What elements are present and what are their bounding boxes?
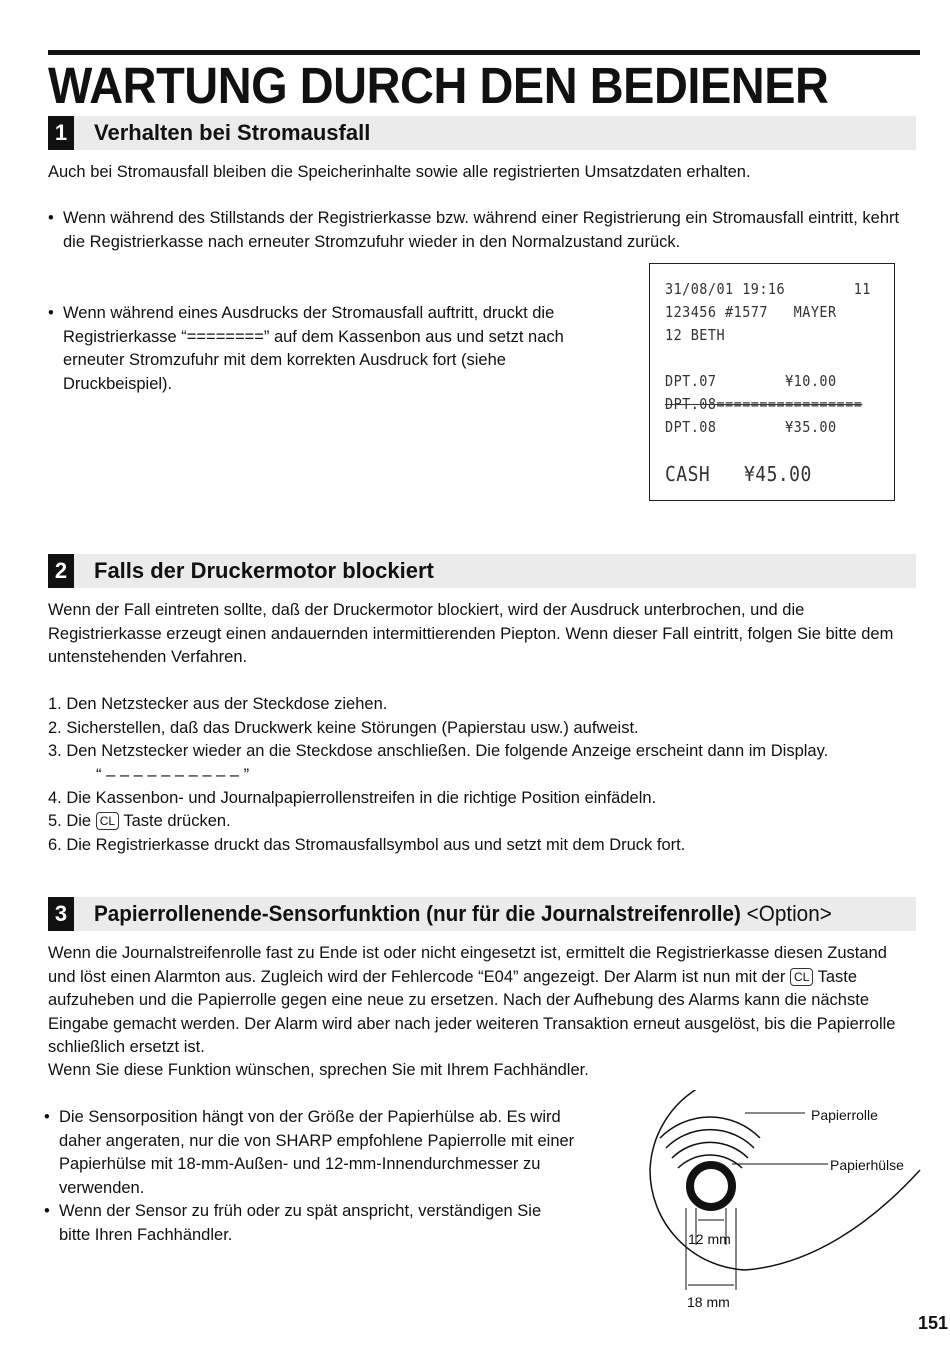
section-3-paragraph-1-start: Wenn die Journalstreifenrolle fast zu Ende ist oder nicht eingesetzt ist, ermittelt die Registrierkasse diesen Zustand und löst einen Alarmton aus. Zugleich wird der Fehlercode “E04” angezeigt. Der Alarm ist nun mit der — [48, 944, 887, 986]
section-1-number: 1 — [48, 116, 74, 150]
section-1-bullet-1-text: Wenn während des Stillstands der Registrierkasse bzw. während einer Registrierung ein Stromausfall eintritt, kehrt die Registrierkasse nach erneuter Stromzufuhr wieder in den Normalzustand zurück. — [63, 209, 900, 251]
receipt-line: 12 BETH — [665, 326, 726, 344]
section-1-bullet-1 — [48, 207, 925, 254]
cl-key-icon: CL — [96, 812, 119, 830]
section-3-paragraph-1 — [48, 942, 914, 1060]
section-3-bullet-1-line: verwenden. — [59, 1178, 145, 1197]
section-3-title-text: Papierrollenende-Sensorfunktion (nur für die Journalstreifenrolle) — [94, 901, 741, 926]
section-2-title: Falls der Druckermotor blockiert — [94, 558, 434, 583]
step-5-prefix: 5. Die — [48, 812, 92, 830]
step-5-suffix: Taste drücken. — [123, 812, 231, 830]
section-3-bullet-1-line: daher angeraten, nur die von SHARP empfohlene Papierrolle mit einer — [59, 1131, 575, 1150]
label-papierrolle: Papierrolle — [811, 1107, 878, 1123]
section-1-bullet-2-line: Druckbeispiel). — [63, 374, 173, 393]
title-rule — [48, 50, 920, 55]
section-3-bullet-2-line: bitte Ihren Fachhändler. — [59, 1225, 233, 1244]
receipt-line: DPT.07 ¥10.00 — [665, 372, 837, 390]
step-2: 2. Sicherstellen, daß das Druckwerk keine Störungen (Papierstau usw.) aufweist. — [48, 718, 639, 737]
section-3-bullet-1-line: • Die Sensorposition hängt von der Größe der Papierhülse ab. Es wird — [59, 1108, 561, 1126]
section-3-bullet-1 — [44, 1106, 624, 1200]
section-2-header — [48, 554, 916, 588]
section-1-bullet-2 — [48, 302, 663, 396]
section-1-bullet-2-line: erneuter Stromzufuhr mit dem korrekten Ausdruck fort (siehe — [63, 351, 506, 369]
receipt-line: 31/08/01 19:16 11 — [665, 280, 871, 298]
label-dim-inner: 12 mm — [688, 1231, 731, 1247]
paper-core-ring — [690, 1165, 732, 1207]
receipt-line: 123456 #1577 MAYER — [665, 303, 837, 321]
section-2-intro: Wenn der Fall eintreten sollte, daß der Druckermotor blockiert, wird der Ausdruck unterbrochen, und die Registrierkasse erzeugt einen andauernden intermittierenden Piepton. Wenn dieser Fall eintritt, folgen Sie bitte dem untenstehenden Verfahren. — [48, 601, 894, 666]
section-3-number: 3 — [48, 897, 74, 931]
label-papierhuelse: Papierhülse — [830, 1157, 904, 1173]
section-2-number: 2 — [48, 554, 74, 588]
section-3-paragraph-1-end: Taste aufzuheben und die Papierrolle gegen eine neue zu ersetzen. Nach der Aufhebung des Alarms kann die nächste Eingabe gemacht werden. Der Alarm wird aber nach jeder weiteren Transaktion erneut ausgelöst, bis die Papierrolle schließlich ersetzt ist. — [48, 967, 896, 1056]
roll-layer-arc — [666, 1130, 754, 1148]
receipt-total-line: CASH ¥45.00 — [665, 462, 812, 486]
receipt-line-interrupted: DPT.08================= — [665, 395, 863, 413]
cl-key-icon: CL — [790, 968, 813, 986]
section-3-bullet-2-line: • Wenn der Sensor zu früh oder zu spät anspricht, verständigen Sie — [59, 1202, 542, 1220]
section-3-bullet-2 — [44, 1200, 624, 1247]
step-3-display: “ – – – – – – – – – – ” — [96, 765, 250, 784]
section-1-bullet-2-line: • Wenn während eines Ausdrucks der Stromausfall auftritt, druckt die — [63, 304, 555, 322]
section-1-header — [48, 116, 916, 150]
roll-layer-arc — [660, 1117, 760, 1138]
step-5 — [48, 810, 918, 834]
step-4: 4. Die Kassenbon- und Journalpapierrollenstreifen in die richtige Position einfädeln. — [48, 788, 657, 807]
page-title: WARTUNG DURCH DEN BEDIENER — [48, 57, 829, 114]
label-dim-outer: 18 mm — [687, 1294, 730, 1310]
step-1: 1. Den Netzstecker aus der Steckdose ziehen. — [48, 695, 388, 713]
paper-roll-diagram — [600, 1090, 930, 1330]
section-2-steps — [48, 693, 918, 857]
section-1-title: Verhalten bei Stromausfall — [94, 120, 371, 145]
section-3-paragraph-2: Wenn Sie diese Funktion wünschen, sprechen Sie mit Ihrem Fachhändler. — [48, 1061, 589, 1079]
section-1-bullet-2-line: Registrierkasse “========” auf dem Kassenbon aus und setzt nach — [63, 327, 564, 346]
section-3-bullets — [44, 1106, 624, 1247]
section-3-header — [48, 897, 916, 931]
page-number: 151 — [917, 1313, 948, 1333]
section-3-title — [94, 897, 832, 931]
section-3-title-option: <Option> — [746, 901, 832, 926]
section-1-intro: Auch bei Stromausfall bleiben die Speicherinhalte sowie alle registrierten Umsatzdaten erhalten. — [48, 163, 751, 181]
receipt-line: DPT.08 ¥35.00 — [665, 418, 837, 436]
section-3-bullet-1-line: Papierhülse mit 18-mm-Außen- und 12-mm-Innendurchmesser zu — [59, 1155, 541, 1173]
receipt-print-example — [649, 263, 895, 501]
step-3: 3. Den Netzstecker wieder an die Steckdose anschließen. Die folgende Anzeige erscheint dann im Display. — [48, 742, 829, 760]
step-6: 6. Die Registrierkasse druckt das Stromausfallsymbol aus und setzt mit dem Druck fort. — [48, 835, 686, 854]
